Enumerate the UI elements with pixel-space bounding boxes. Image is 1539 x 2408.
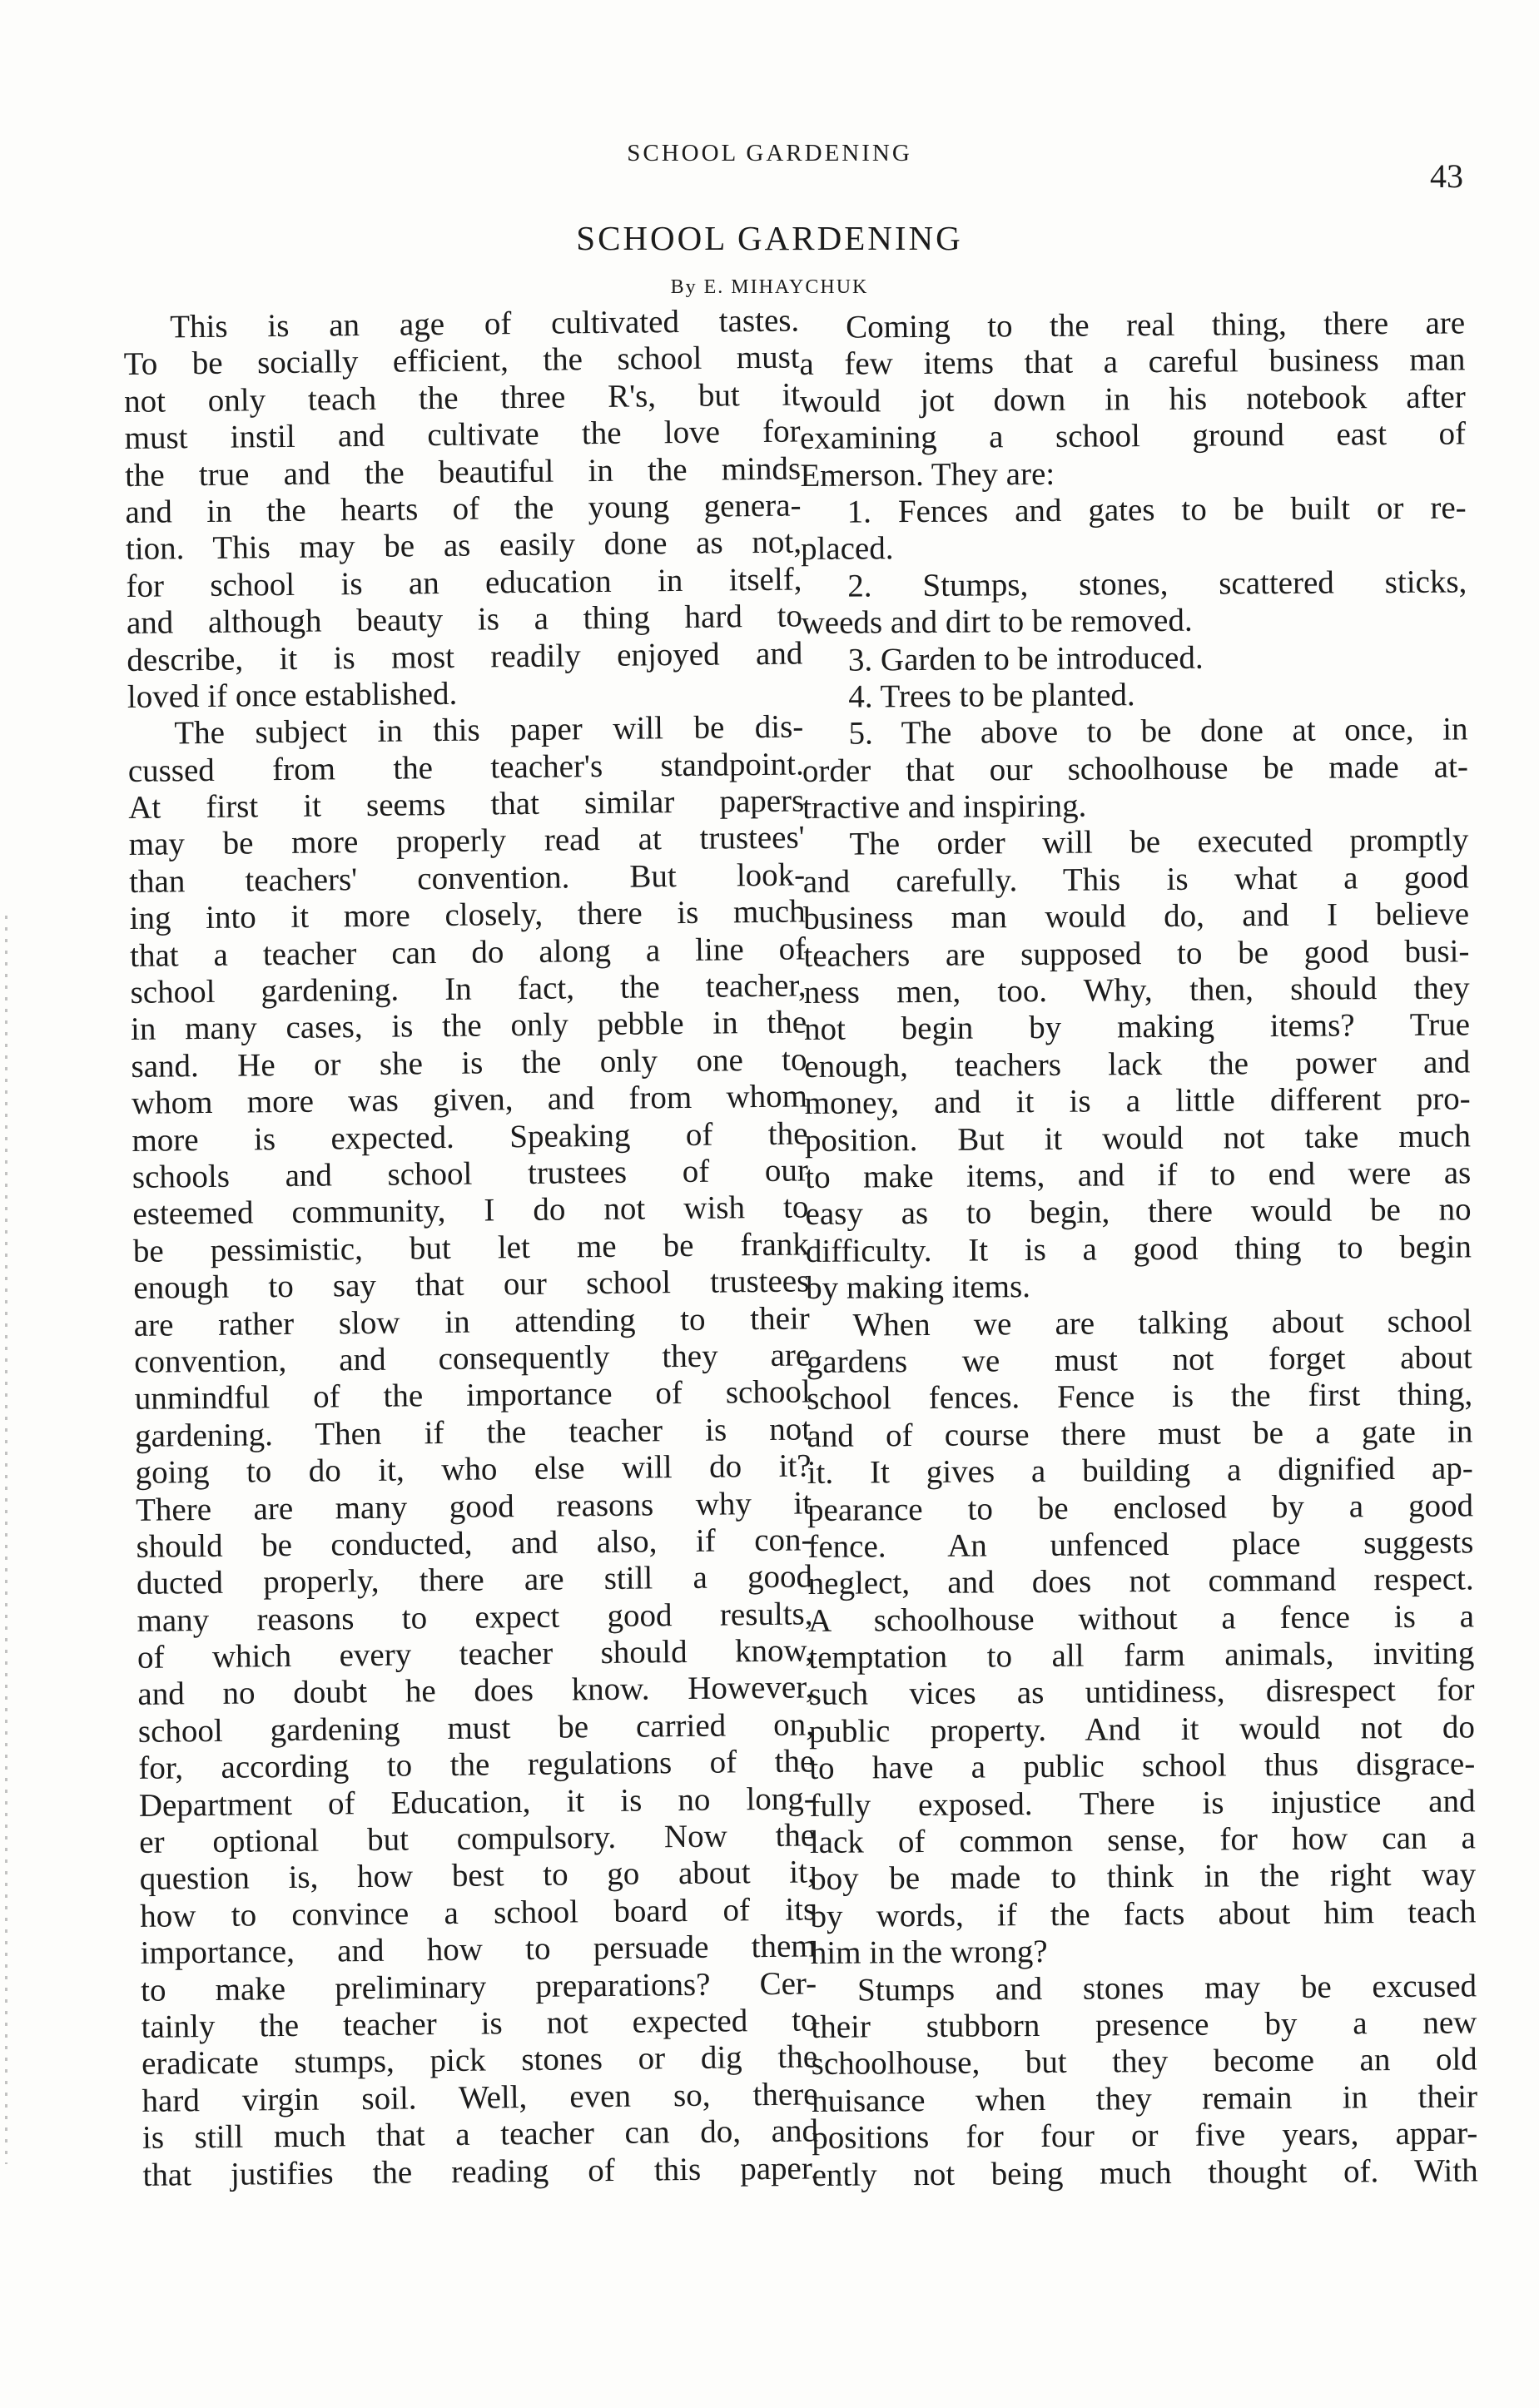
text-line: not only teach the three R's, but it [123,376,801,420]
text-line: 2. Stumps, stones, scattered sticks, [847,564,1467,604]
text-line: tractive and inspiring. [802,787,1087,827]
text-line: Stumps and stones may be excused [856,1967,1477,2008]
text-line: fully exposed. There is injustice and [809,1782,1476,1824]
text-line: enough, teachers lack the power and [804,1044,1471,1085]
text-line: eradicate stumps, pick stones or dig the [141,2038,818,2083]
text-line: and no doubt he does know. However, [137,1669,814,1713]
text-line: There are many good reasons why it [135,1484,812,1528]
text-line: tion. This may be as easily done as not, [125,524,802,568]
text-line: and carefully. This is what a good [802,859,1469,900]
text-line: their stubborn presence by a new [811,2004,1477,2045]
text-line: to have a public school thus disgrace- [809,1745,1476,1787]
text-line: ducted properly, there are still a good [136,1558,813,1602]
text-line: that justifies the reading of this paper. [142,2149,819,2193]
text-line: nuisance when they remain in their [811,2078,1478,2119]
text-line: by making items. [806,1269,1031,1307]
text-line: him in the wrong? [810,1934,1048,1972]
text-line: must instil and cultivate the love for [124,413,801,457]
text-line: should be conducted, and also, if con- [136,1522,812,1565]
text-line: many reasons to expect good results, [137,1596,813,1639]
text-line: to make preliminary preparations? Cer- [140,1964,817,2008]
text-line: and in the hearts of the young genera- [125,487,802,530]
text-line: tainly the teacher is not expected to [141,2002,817,2045]
text-line: for, according to the regulations of the [138,1743,815,1787]
text-line: importance, and how to persuade them [140,1928,817,1972]
text-line: cussed from the teacher's standpoint. [127,746,804,789]
text-line: At first it seems that similar papers [128,782,805,827]
text-line: money, and it is a little different pro- [804,1080,1471,1122]
text-line: schoolhouse, but they become an old [811,2041,1477,2083]
text-line: than teachers' convention. But look- [128,856,806,900]
text-line: fence. An unfenced place suggests [807,1524,1474,1565]
text-line: A schoolhouse without a fence is a [807,1598,1475,1639]
text-line: a few items that a careful business man [799,341,1466,383]
text-line: placed. [800,530,894,568]
text-line: ing into it more closely, there is much [129,893,806,937]
text-line: neglect, and does not command respect. [807,1561,1474,1602]
text-line: 4. Trees to be planted. [848,677,1135,715]
text-line: gardening. Then if the teacher is not [134,1411,812,1454]
text-line: by words, if the facts about him teach [810,1894,1477,1934]
text-line: pearance to be enclosed by a good [807,1487,1474,1528]
text-line: lack of common sense, for how can a [809,1820,1476,1860]
text-line: going to do it, who else will do it? [135,1447,812,1492]
text-line: teachers are supposed to be good busi- [803,933,1470,974]
text-line: er optional but compulsory. Now the [139,1817,816,1860]
text-column-right [799,305,1478,2193]
text-line: question is, how best to go about it, [139,1854,816,1898]
text-line: school gardening. In fact, the teacher, [130,967,807,1010]
text-line: of which every teacher should know, [137,1632,814,1676]
text-line: Department of Education, it is no long- [138,1780,815,1824]
text-line: 3. Garden to be introduced. [847,639,1204,678]
text-line: positions for four or five years, appar- [812,2115,1478,2157]
text-line: in many cases, is the only pebble in the [130,1004,807,1048]
text-line: This is an age of cultivated tastes. [169,302,800,345]
article-byline: By E. MIHAYCHUK [670,276,869,298]
text-line: weeds and dirt to be removed. [801,602,1193,642]
text-line: The subject in this paper will be dis- [174,708,804,752]
text-line: 1. Fences and gates to be built or re- [846,489,1467,530]
text-line: would jot down in his notebook after [799,379,1466,420]
text-line: convention, and consequently they are [134,1337,811,1380]
text-line: gardens we must not forget about [806,1339,1472,1380]
text-line: and although beauty is a thing hard to [126,598,803,642]
text-line: how to convince a school board of its [139,1891,817,1934]
text-line: loved if once established. [127,675,458,715]
text-line: and of course there must be a gate in [807,1413,1473,1454]
text-line: examining a school ground east of [799,415,1467,457]
text-line: that a teacher can do along a line of [129,931,807,974]
text-line: the true and the beautiful in the minds [124,450,802,494]
text-line: When we are talking about school [852,1302,1472,1343]
text-line: ently not being much thought of. With [812,2152,1478,2193]
text-column-left [123,302,819,2193]
text-line: whom more was given, and from whom [131,1078,808,1122]
text-line: Emerson. They are: [800,455,1055,494]
text-line: position. But it would not take much [804,1117,1472,1159]
text-line: easy as to begin, there would be no [805,1191,1472,1233]
text-line: sand. He or she is the only one to [131,1041,807,1085]
text-line: are rather slow in attending to their [133,1299,810,1343]
text-line: be pessimistic, but let me be frank [132,1226,810,1269]
text-line: may be more properly read at trustees' [128,819,805,863]
text-line: order that our schoolhouse be made at- [802,748,1468,789]
text-line: Coming to the real thing, there are [845,305,1466,345]
text-line: The order will be executed promptly [849,822,1469,863]
text-line: to make items, and if to end were as [805,1154,1472,1195]
text-line: enough to say that our school trustees [133,1263,810,1307]
text-line: hard virgin soil. Well, even so, there [141,2076,818,2119]
text-line: difficulty. It is a good thing to begin [805,1229,1472,1269]
text-line: more is expected. Speaking of the [132,1115,808,1159]
text-line: schools and school trustees of our [132,1152,809,1195]
text-line: ness men, too. Why, then, should they [803,970,1470,1011]
text-line: esteemed community, I do not wish to [132,1189,809,1233]
binding-margin-marks [5,916,7,2164]
text-line: To be socially efficient, the school must [123,339,800,383]
text-line: boy be made to think in the right way [810,1856,1477,1898]
text-line: public property. And it would not do [808,1709,1476,1750]
running-header-title: SCHOOL GARDENING [627,140,912,166]
page-number: 43 [1430,157,1463,195]
text-line: such vices as untidiness, disrespect for [808,1671,1475,1713]
article-title: SCHOOL GARDENING [576,219,963,257]
text-line: is still much that a teacher can do, and [141,2113,819,2157]
text-line: not begin by making items? True [803,1006,1471,1048]
text-line: school gardening must be carried on, [137,1706,815,1750]
text-line: temptation to all farm animals, inviting [808,1635,1475,1676]
text-line: 5. The above to be done at once, in [848,711,1468,752]
text-line: for school is an education in itself, [126,561,802,604]
text-line: school fences. Fence is the first thing, [806,1376,1473,1417]
text-line: it. It gives a building a dignified ap- [807,1450,1473,1492]
text-line: business man would do, and I believe [802,896,1470,937]
text-line: describe, it is most readily enjoyed and [127,634,803,678]
text-line: unmindful of the importance of school [134,1373,811,1417]
